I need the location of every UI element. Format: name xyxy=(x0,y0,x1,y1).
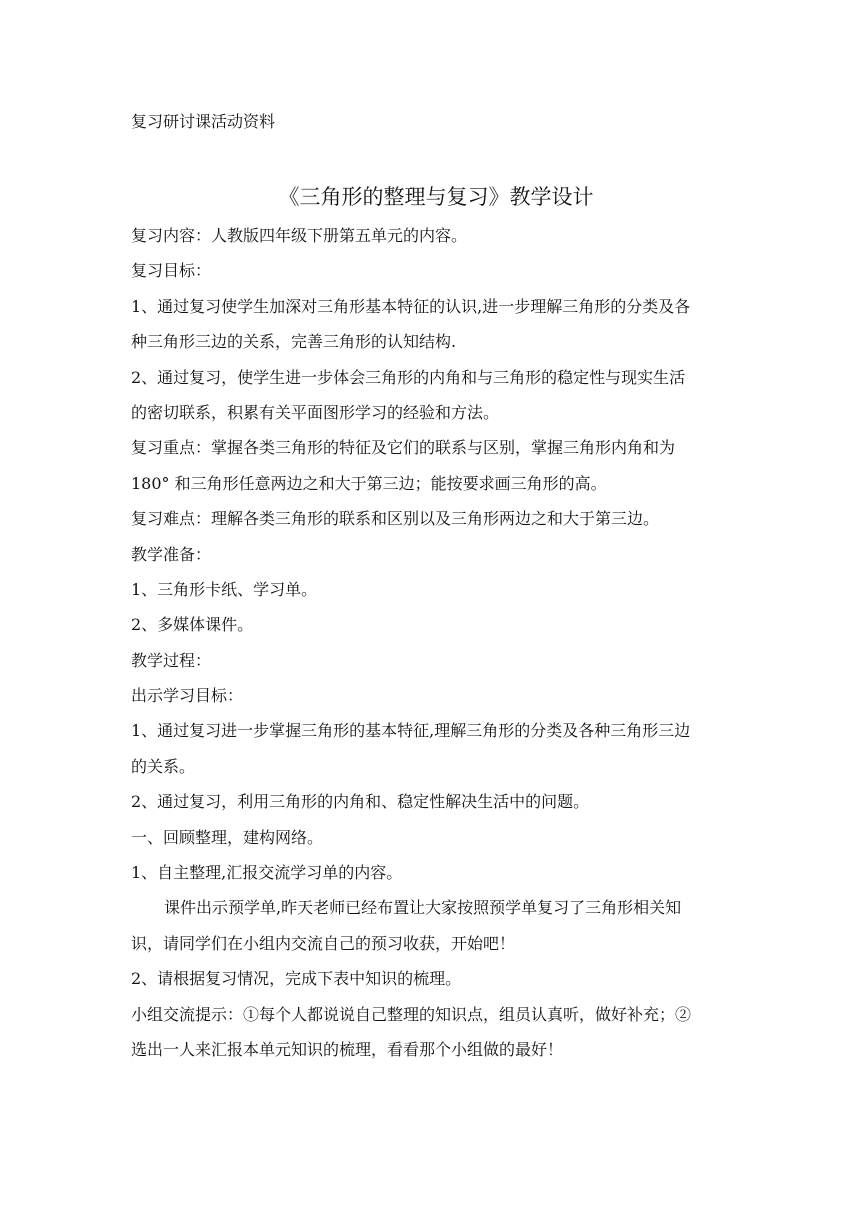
text-line: 180° 和三角形任意两边之和大于第三边；能按要求画三角形的高。 xyxy=(131,473,607,493)
header-note: 复习研讨课活动资料 xyxy=(131,112,276,131)
document-page xyxy=(131,110,741,1069)
text-line: 的关系。 xyxy=(131,756,196,776)
text-line: 2、请根据复习情况，完成下表中知识的梳理。 xyxy=(131,969,462,989)
text-line: 2、多媒体课件。 xyxy=(131,615,254,635)
text-line: 1、通过复习进一步掌握三角形的基本特征,理解三角形的分类及各种三角形三边 xyxy=(131,721,691,741)
text-line: 复习难点：理解各类三角形的联系和区别以及三角形两边之和大于第三边。 xyxy=(131,509,660,529)
text-line: 出示学习目标： xyxy=(131,686,244,706)
document-title: 《三角形的整理与复习》教学设计 xyxy=(278,185,594,209)
text-line: 小组交流提示：①每个人都说说自己整理的知识点，组员认真听，做好补充；② xyxy=(131,1004,692,1024)
text-line: 复习重点：掌握各类三角形的特征及它们的联系与区别，掌握三角形内角和为 xyxy=(131,438,676,458)
text-line: 1、三角形卡纸、学习单。 xyxy=(131,579,318,599)
text-line: 的密切联系，积累有关平面图形学习的经验和方法。 xyxy=(131,402,500,422)
text-line: 识，请同学们在小组内交流自己的预习收获，开始吧！ xyxy=(131,933,516,953)
text-line: 一、回顾整理，建构网络。 xyxy=(131,827,324,847)
document-body xyxy=(131,220,741,1065)
text-line: 1、通过复习使学生加深对三角形基本特征的认识,进一步理解三角形的分类及各 xyxy=(131,296,691,316)
text-line: 复习内容：人教版四年级下册第五单元的内容。 xyxy=(131,226,468,245)
text-line: 复习目标： xyxy=(131,261,212,281)
text-line: 种三角形三边的关系，完善三角形的认知结构. xyxy=(131,332,457,352)
text-line: 1、自主整理,汇报交流学习单的内容。 xyxy=(131,863,403,883)
text-line: 教学准备： xyxy=(131,544,212,564)
text-line: 2、通过复习，使学生进一步体会三角形的内角和与三角形的稳定性与现实生活 xyxy=(131,367,686,387)
text-line: 课件出示预学单,昨天老师已经布置让大家按照预学单复习了三角形相关知 xyxy=(164,898,682,918)
text-line: 教学过程： xyxy=(131,650,212,670)
text-line: 2、通过复习，利用三角形的内角和、稳定性解决生活中的问题。 xyxy=(131,792,590,812)
text-line: 选出一人来汇报本单元知识的梳理，看看那个小组做的最好！ xyxy=(131,1039,564,1059)
